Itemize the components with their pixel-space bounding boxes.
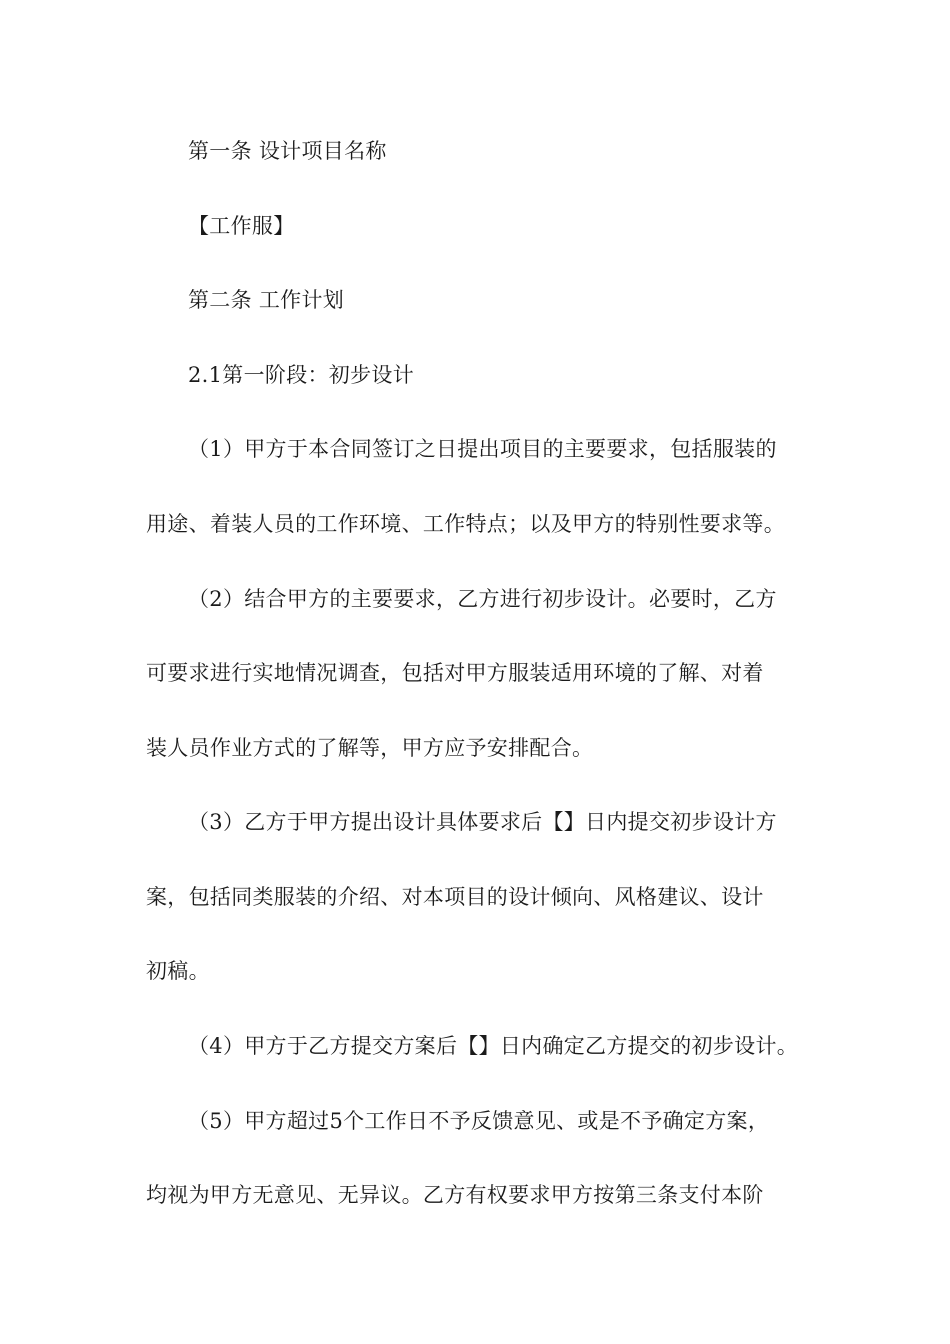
paragraph-line: 装人员作业方式的了解等，甲方应予安排配合。: [146, 736, 594, 760]
paragraph-line: 均视为甲方无意见、无异议。乙方有权要求甲方按第三条支付本阶: [146, 1183, 764, 1207]
project-name: 【工作服】: [188, 214, 295, 238]
paragraph-line: （2）结合甲方的主要要求，乙方进行初步设计。必要时，乙方: [188, 587, 777, 611]
paragraph-line: （4）甲方于乙方提交方案后【】日内确定乙方提交的初步设计。: [188, 1034, 799, 1058]
section-2-1-heading: 2.1第一阶段：初步设计: [188, 363, 414, 387]
paragraph-line: （1）甲方于本合同签订之日提出项目的主要要求，包括服装的: [188, 437, 777, 461]
paragraph-line: （3）乙方于甲方提出设计具体要求后【】日内提交初步设计方: [188, 810, 777, 834]
paragraph-line: 用途、着装人员的工作环境、工作特点；以及甲方的特别性要求等。: [146, 512, 785, 536]
article-1-heading: 第一条 设计项目名称: [188, 139, 387, 163]
paragraph-line: 案，包括同类服装的介绍、对本项目的设计倾向、风格建议、设计: [146, 885, 764, 909]
paragraph-line: （5）甲方超过5个工作日不予反馈意见、或是不予确定方案，: [188, 1109, 770, 1133]
article-2-heading: 第二条 工作计划: [188, 288, 345, 312]
paragraph-line: 初稿。: [146, 959, 210, 983]
paragraph-line: 可要求进行实地情况调查，包括对甲方服装适用环境的了解、对着: [146, 661, 764, 685]
